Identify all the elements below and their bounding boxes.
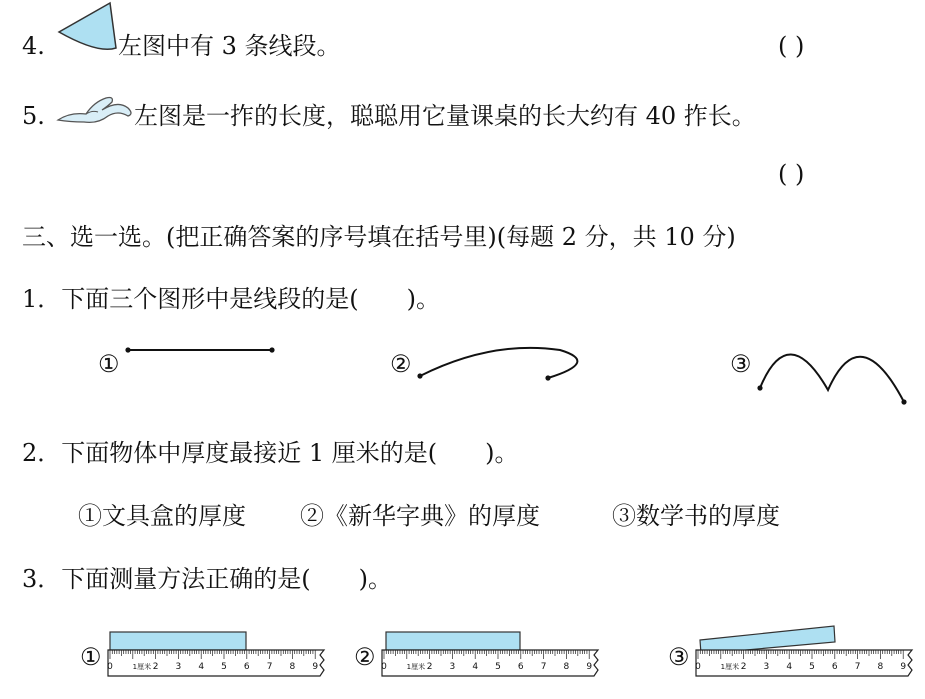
ruler-number: 0: [695, 662, 701, 672]
ruler-unit-label: 1厘米: [406, 663, 426, 671]
ruler-number: 7: [540, 662, 547, 672]
measured-bar-1: [110, 632, 246, 650]
mc-q2-option-2[interactable]: ②《新华字典》的厚度: [300, 502, 540, 530]
mc-q3-option-1-label[interactable]: ①: [80, 643, 102, 671]
curve-figure: [412, 340, 592, 390]
mc-q1-text: 1．下面三个图形中是线段的是( )。: [22, 285, 440, 313]
hand-span-icon: [56, 94, 136, 126]
arches-figure: [752, 340, 912, 410]
ruler-figure-3: [692, 624, 922, 676]
mc-q1-option-3-label[interactable]: ③: [730, 350, 752, 378]
judge-q4-answer-paren[interactable]: ( ): [778, 32, 805, 60]
ruler-number: 8: [877, 662, 884, 672]
judge-q5-text: 左图是一拃的长度，聪聪用它量课桌的长大约有 40 拃长。: [134, 102, 756, 130]
ruler-number: 9: [900, 662, 907, 672]
line-segment-figure: [120, 342, 280, 362]
section-title: 三、选一选。(把正确答案的序号填在括号里)(每题 2 分，共 10 分): [22, 223, 736, 251]
ruler-unit-label: 1厘米: [132, 663, 152, 671]
ruler-number: 9: [312, 662, 319, 672]
ruler-number: 9: [586, 662, 593, 672]
ruler-number: 5: [809, 662, 815, 672]
ruler-number: 0: [107, 662, 113, 672]
mc-q2-option-1[interactable]: ①文具盒的厚度: [78, 502, 246, 530]
mc-q2-text: 2．下面物体中厚度最接近 1 厘米的是( )。: [22, 439, 519, 467]
ruler-number: 2: [152, 662, 159, 672]
judge-q4-text: 左图中有 3 条线段。: [118, 32, 341, 60]
ruler-number: 3: [175, 662, 182, 672]
ruler-number: 5: [495, 662, 501, 672]
mc-q3-text: 3．下面测量方法正确的是( )。: [22, 565, 392, 593]
judge-q5-answer-paren[interactable]: ( ): [778, 160, 805, 188]
ruler-number: 6: [243, 662, 250, 672]
judge-q4-number: 4.: [22, 32, 45, 60]
ruler-figure-1: [104, 630, 334, 682]
ruler-number: 7: [266, 662, 273, 672]
ruler-number: 3: [763, 662, 770, 672]
ruler-number: 6: [517, 662, 524, 672]
mc-q1-option-1-label[interactable]: ①: [98, 350, 120, 378]
ruler-number: 0: [381, 662, 387, 672]
mc-q3-option-3-label[interactable]: ③: [668, 643, 690, 671]
sector-shape-image: [58, 2, 118, 62]
mc-q3-option-2-label[interactable]: ②: [354, 643, 376, 671]
ruler-number: 4: [198, 662, 205, 672]
ruler-number: 4: [786, 662, 793, 672]
ruler-number: 8: [563, 662, 570, 672]
mc-q2-option-3[interactable]: ③数学书的厚度: [612, 502, 780, 530]
ruler-unit-label: 1厘米: [720, 663, 740, 671]
ruler-number: 7: [854, 662, 861, 672]
ruler-figure-2: [378, 630, 608, 682]
judge-q5-number: 5.: [22, 102, 45, 130]
mc-q1-option-2-label[interactable]: ②: [390, 350, 412, 378]
measured-bar-2: [386, 632, 520, 650]
ruler-number: 6: [831, 662, 838, 672]
ruler-number: 8: [289, 662, 296, 672]
ruler-number: 5: [221, 662, 227, 672]
ruler-number: 2: [426, 662, 433, 672]
ruler-number: 4: [472, 662, 479, 672]
ruler-number: 2: [740, 662, 747, 672]
ruler-number: 3: [449, 662, 456, 672]
